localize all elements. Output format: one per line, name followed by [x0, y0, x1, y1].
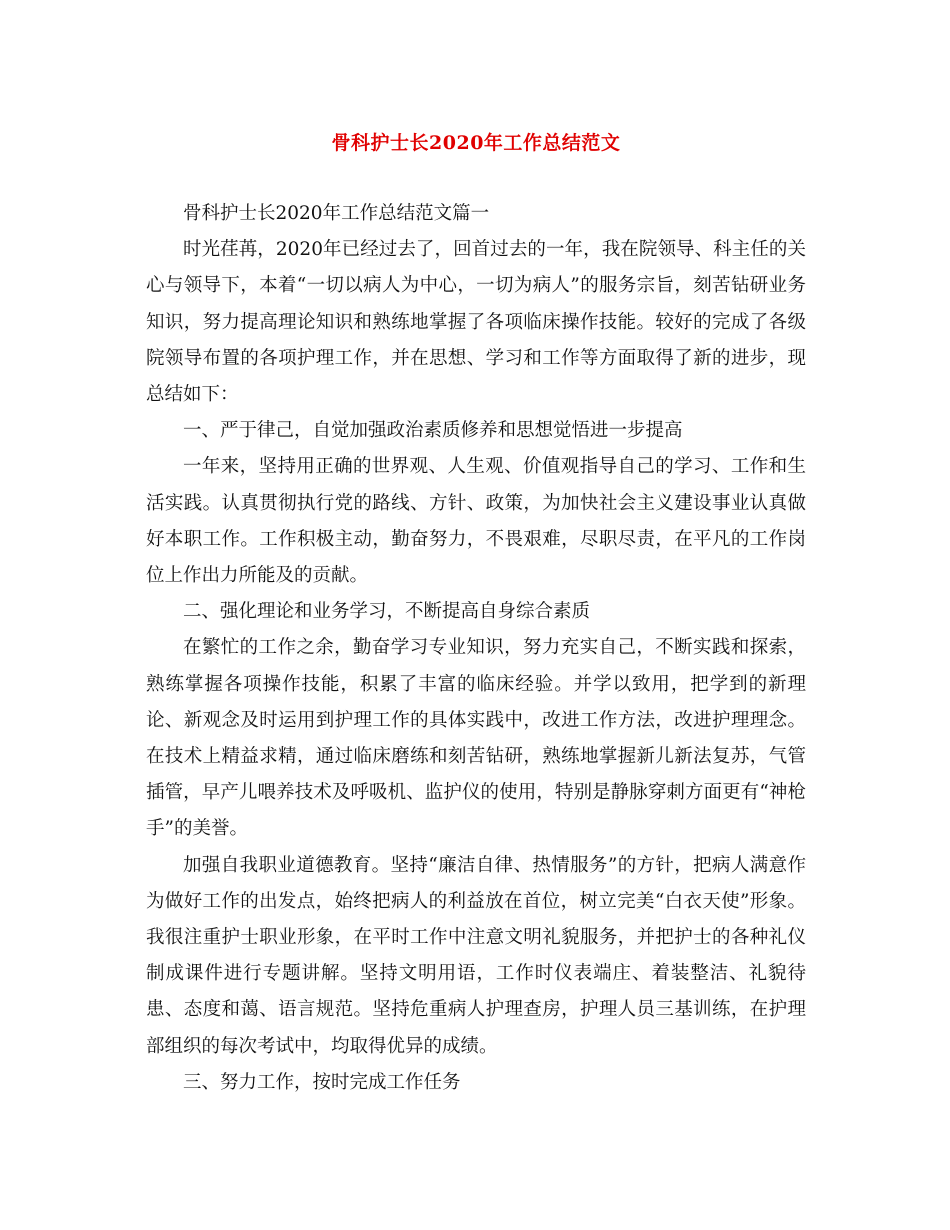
section-heading: 一、严于律己，自觉加强政治素质修养和思想觉悟进一步提高: [183, 420, 683, 442]
paragraph: 在繁忙的工作之余，勤奋学习专业知识，努力充实自己，不断实践和探索，熟练掌握各项操作技能，积累了丰富的临床经验。并学以致用，把学到的新理论、新观念及时运用到护理工作的具体实践中，改进工作方法，改进护理理念。在技术上精益求精，通过临床磨练和刻苦钻研，熟练地掌握新儿新法复苏，气管插管，早产儿喂养技术及呼吸机、监护仪的使用，特别是静脉穿刺方面更有“神枪手”的美誉。: [146, 637, 806, 840]
document-title: 骨科护士长2020年工作总结范文: [331, 132, 621, 154]
section-heading: 二、强化理论和业务学习，不断提高自身综合素质: [183, 601, 591, 623]
paragraph: 时光荏苒，2020年已经过去了，回首过去的一年，我在院领导、科主任的关心与领导下，本着“一切以病人为中心，一切为病人”的服务宗旨，刻苦钻研业务知识，努力提高理论知识和熟练地掌握了各项临床操作技能。较好的完成了各级院领导布置的各项护理工作，并在思想、学习和工作等方面取得了新的进步，现总结如下：: [146, 239, 806, 406]
paragraph: 一年来，坚持用正确的世界观、人生观、价值观指导自己的学习、工作和生活实践。认真贯彻执行党的路线、方针、政策，为加快社会主义建设事业认真做好本职工作。工作积极主动，勤奋努力，不畏艰难，尽职尽责，在平凡的工作岗位上作出力所能及的贡献。: [146, 456, 806, 587]
section-heading: 骨科护士长2020年工作总结范文篇一: [183, 203, 490, 224]
paragraph: 加强自我职业道德教育。坚持“廉洁自律、热情服务”的方针，把病人满意作为做好工作的出发点，始终把病人的利益放在首位，树立完美“白衣天使”形象。我很注重护士职业形象，在平时工作中注意文明礼貌服务，并把护士的各种礼仪制成课件进行专题讲解。坚持文明用语，工作时仪表端庄、着装整洁、礼貌待患、态度和蔼、语言规范。坚持危重病人护理查房，护理人员三基训练，在护理部组织的每次考试中，均取得优异的成绩。: [146, 854, 806, 1057]
section-heading: 三、努力工作，按时完成工作任务: [183, 1071, 461, 1093]
document-page: [146, 128, 806, 1101]
